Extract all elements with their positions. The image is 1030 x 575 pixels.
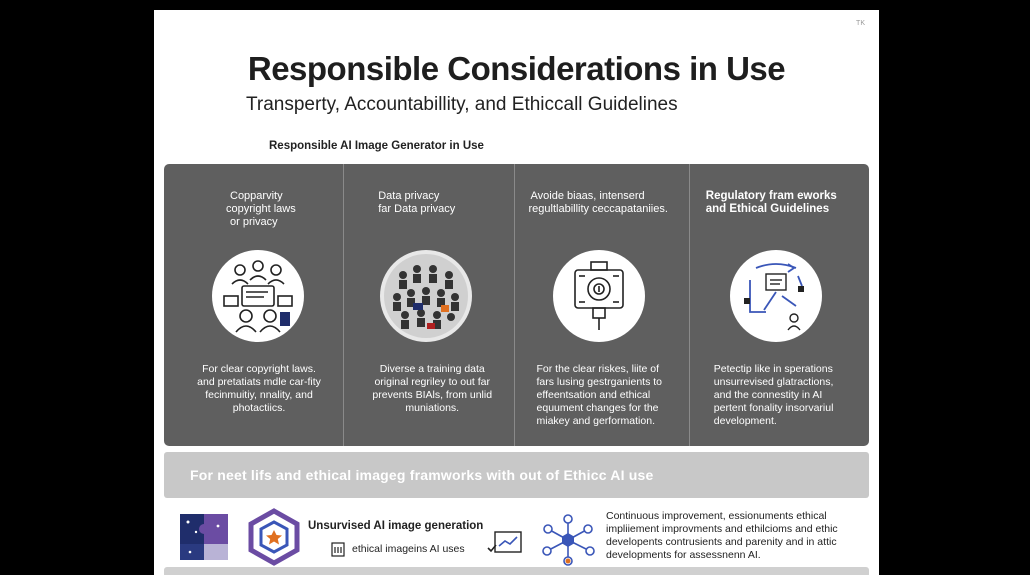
summary-banner <box>164 452 869 498</box>
star-puzzle-icon <box>174 510 234 569</box>
column-bias <box>515 164 690 446</box>
network-hub-icon <box>540 513 596 572</box>
heading-line: regultlabillity ceccapataniies. <box>528 203 668 215</box>
corner-mark: TK <box>856 20 865 27</box>
body-line: unsurrevised glatractions, <box>713 376 834 388</box>
column-heading <box>706 190 837 216</box>
body-line: fars lusing gestrganients to <box>536 376 663 388</box>
body-line: For clear copyright laws. <box>202 363 316 375</box>
body-line: development. <box>713 415 777 427</box>
slide-title: Responsible Considerations in Use <box>247 50 786 87</box>
heading-line: Data privacy <box>378 190 440 202</box>
bottom-bar <box>164 567 869 575</box>
body-line: and the connestity in AI <box>713 389 823 401</box>
body-line: equument changes for the <box>536 402 659 414</box>
heading-line: Copparvity <box>230 190 283 202</box>
body-line: prevents BIAls, from unlid <box>372 389 493 401</box>
slide <box>154 10 879 575</box>
body-line: photactiics. <box>232 402 286 414</box>
hexagon-star-icon <box>248 508 300 571</box>
body-line: pertent fonality insorvariul <box>713 402 834 414</box>
banner-text: For neet lifs and ethical imageg framworks with out of Ethicc AI use <box>190 467 654 483</box>
bottom-label-generation: Unsurvised AI image generation <box>308 520 484 532</box>
heading-line: Regulatory fram eworks <box>705 190 837 202</box>
column-copyright <box>164 164 344 446</box>
considerations-panel <box>164 164 869 446</box>
column-body <box>184 363 334 415</box>
column-data-privacy <box>344 164 514 446</box>
description-line: Continuous improvement, essionuments ethical <box>606 510 827 522</box>
body-line: and pretatiats mdle car-fity <box>197 376 321 388</box>
description-line: developents contrusients and parenity and in attic <box>606 536 837 548</box>
heading-line: or privacy <box>230 216 278 228</box>
column-heading <box>529 190 668 216</box>
body-line: muniations. <box>405 402 460 414</box>
column-body <box>714 363 864 428</box>
slide-subtitle: Transperty, Accountabillity, and Ethiccall Guidelines <box>246 94 678 115</box>
column-body <box>358 363 506 415</box>
body-line: For the clear riskes, liite of <box>536 363 660 375</box>
column-heading <box>378 190 455 216</box>
bottom-description <box>606 510 871 562</box>
description-line: developments for assessnenn AI. <box>606 549 761 561</box>
heading-line: copyright laws <box>226 203 296 215</box>
regulatory-flow-icon <box>730 250 822 342</box>
column-heading <box>226 190 296 229</box>
body-line: original regriley to out far <box>374 376 491 388</box>
description-line: impliiement improvments and ethilcioms and ethic <box>606 523 838 535</box>
heading-line: Avoide biaas, intenserd <box>530 190 645 202</box>
section-label: Responsible AI Image Generator in Use <box>269 140 484 152</box>
body-line: miakey and gerformation. <box>536 415 655 427</box>
heading-line: far Data privacy <box>378 203 456 215</box>
heading-line: and Ethical Guidelines <box>705 203 830 215</box>
body-line: fecinmuitiy, nnality, and <box>205 389 313 401</box>
bottom-label-ethical: ethical imageins AI uses <box>352 543 465 555</box>
body-line: effeentsation and ethical <box>536 389 651 401</box>
diverse-crowd-icon <box>380 250 472 342</box>
building-icon <box>330 539 346 562</box>
column-regulatory <box>690 164 869 446</box>
camera-device-icon <box>553 250 645 342</box>
column-body <box>537 363 687 428</box>
checklist-trend-icon <box>487 530 525 561</box>
people-network-icon <box>212 250 304 342</box>
body-line: Diverse a training data <box>379 363 485 375</box>
body-line: Petectip like in sperations <box>713 363 833 375</box>
